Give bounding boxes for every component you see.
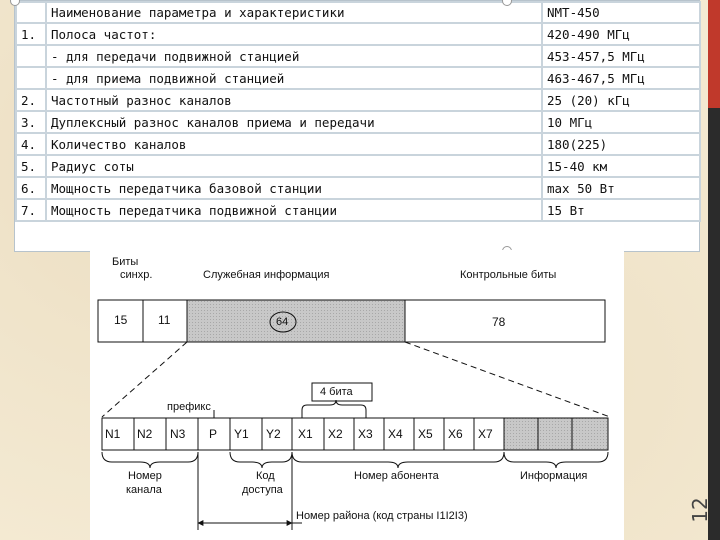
label-access-code-1: Код — [256, 470, 275, 482]
row-param: Количество каналов — [46, 133, 542, 155]
field-cell: X1 — [298, 427, 313, 441]
row-num: 4. — [16, 133, 46, 155]
table-row — [16, 23, 700, 45]
row-num: 1. — [16, 23, 46, 45]
frame-structure-diagram — [90, 250, 624, 540]
field-cell: X7 — [478, 427, 493, 441]
field-cell: X4 — [388, 427, 403, 441]
row-value: 420-490 МГц — [542, 23, 700, 45]
field-cell: Y1 — [234, 427, 249, 441]
table-row — [16, 111, 700, 133]
header-value: NMT-450 — [542, 2, 700, 23]
row-value: 15 Вт — [542, 199, 700, 221]
label-access-code-2: доступа — [242, 484, 283, 496]
row-value: 453-457,5 МГц — [542, 45, 700, 67]
field-cell: N2 — [137, 427, 153, 441]
row-value: max 50 Вт — [542, 177, 700, 199]
row-value: 10 МГц — [542, 111, 700, 133]
label-control-bits: Контрольные биты — [460, 269, 557, 281]
row-num: 6. — [16, 177, 46, 199]
row-num — [16, 45, 46, 67]
field-cell: X2 — [328, 427, 343, 441]
table-row — [16, 177, 700, 199]
table-row — [16, 133, 700, 155]
table-row — [16, 45, 700, 67]
label-channel-number-1: Номер — [128, 470, 162, 482]
label-service-info: Служебная информация — [203, 269, 330, 281]
field-cell: X5 — [418, 427, 433, 441]
row-param: Радиус соты — [46, 155, 542, 177]
field-cell: N3 — [170, 427, 186, 441]
sync-value-a: 15 — [114, 313, 128, 327]
label-sync-bits-2: синхр. — [120, 269, 153, 281]
field-cell: P — [209, 427, 218, 441]
service-value: 64 — [276, 316, 289, 328]
brace-subscriber — [292, 452, 504, 468]
row-num: 2. — [16, 89, 46, 111]
brace-channel — [102, 452, 198, 468]
row-num: 3. — [16, 111, 46, 133]
row-value: 25 (20) кГц — [542, 89, 700, 111]
label-subscriber-number: Номер абонента — [354, 470, 439, 482]
field-cell: N1 — [105, 427, 121, 441]
header-num — [16, 2, 46, 23]
accent-bar-dark — [708, 108, 720, 540]
row-value: 180(225) — [542, 133, 700, 155]
row-param: Мощность передатчика базовой станции — [46, 177, 542, 199]
table-header-row — [16, 2, 700, 23]
label-channel-number-2: канала — [126, 484, 162, 496]
field-cell: Y2 — [266, 427, 281, 441]
row-param: - для приема подвижной станцией — [46, 67, 542, 89]
row-param: Полоса частот: — [46, 23, 542, 45]
label-four-bits: 4 бита — [320, 386, 353, 398]
row-num: 5. — [16, 155, 46, 177]
label-prefix: префикс — [167, 401, 211, 413]
field-cell: X3 — [358, 427, 373, 441]
parameters-table — [14, 0, 700, 252]
row-param: Дуплексный разнос каналов приема и передачи — [46, 111, 542, 133]
label-area-number: Номер района (код страны I1I2I3) — [296, 510, 468, 522]
table-row — [16, 155, 700, 177]
diagram-graphics — [90, 250, 624, 540]
row-value: 15-40 км — [542, 155, 700, 177]
label-sync-bits-1: Биты — [112, 256, 139, 268]
expand-line-right — [405, 342, 610, 417]
brace-access — [230, 452, 292, 468]
brace-information — [504, 452, 608, 468]
page-number: 12 — [688, 497, 712, 523]
accent-bar-red — [708, 0, 720, 108]
sync-value-b: 11 — [158, 313, 171, 327]
row-value: 463-467,5 МГц — [542, 67, 700, 89]
row-param: Мощность передатчика подвижной станции — [46, 199, 542, 221]
field-cell: X6 — [448, 427, 463, 441]
row-param: Частотный разнос каналов — [46, 89, 542, 111]
table-row — [16, 89, 700, 111]
table-row — [16, 199, 700, 221]
table-row — [16, 67, 700, 89]
row-num: 7. — [16, 199, 46, 221]
row-num — [16, 67, 46, 89]
header-param: Наименование параметра и характеристики — [46, 2, 542, 23]
row-param: - для передачи подвижной станцией — [46, 45, 542, 67]
label-information: Информация — [520, 470, 588, 482]
control-value: 78 — [492, 315, 506, 329]
